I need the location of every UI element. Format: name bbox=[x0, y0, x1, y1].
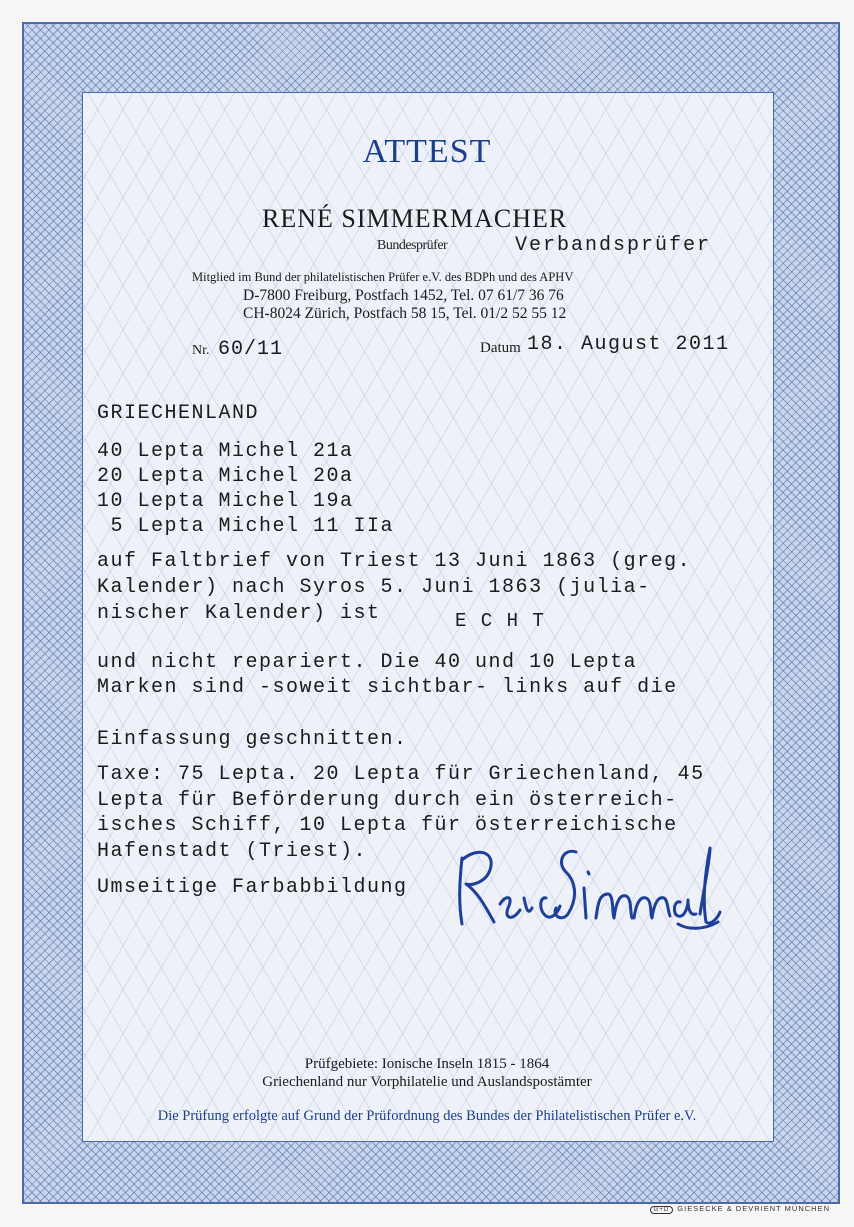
footer-examination-areas: Prüfgebiete: Ionische Inseln 1815 - 1864 bbox=[304, 1056, 550, 1072]
footer-scope: Griechenland nur Vorphilatelie und Auslandspostämter bbox=[262, 1074, 592, 1090]
signature-image bbox=[448, 838, 728, 938]
stamp-line: 10 Lepta Michel 19a bbox=[97, 490, 354, 513]
date-value: 18. August 2011 bbox=[527, 333, 730, 356]
paragraph-line: Marken sind -soweit sichtbar- links auf die bbox=[97, 676, 678, 699]
address-switzerland: CH-8024 Zürich, Postfach 58 15, Tel. 01/2 52 55 12 bbox=[243, 305, 567, 322]
paragraph-line: nischer Kalender) ist bbox=[97, 602, 381, 625]
examiner-name: RENÉ SIMMERMACHER bbox=[262, 204, 568, 233]
paragraph-line: Umseitige Farbabbildung bbox=[97, 876, 408, 899]
paragraph-line: Hafenstadt (Triest). bbox=[97, 840, 368, 863]
paragraph-line: Einfassung geschnitten. bbox=[97, 728, 408, 751]
certificate-title: ATTEST bbox=[362, 133, 492, 170]
examiner-role-overprinted: Bundesprüfer bbox=[377, 238, 448, 253]
paragraph-line: Taxe: 75 Lepta. 20 Lepta für Griechenland, 45 bbox=[97, 763, 705, 786]
paragraph-line: und nicht repariert. Die 40 und 10 Lepta bbox=[97, 651, 638, 674]
date-label: Datum bbox=[480, 340, 521, 356]
stamp-line: 20 Lepta Michel 20a bbox=[97, 465, 354, 488]
stamp-line: 5 Lepta Michel 11 IIa bbox=[97, 515, 395, 538]
stamp-line: 40 Lepta Michel 21a bbox=[97, 440, 354, 463]
paragraph-line: Lepta für Beförderung durch ein österreich- bbox=[97, 789, 678, 812]
examiner-role: Verbandsprüfer bbox=[515, 234, 712, 257]
country: GRIECHENLAND bbox=[97, 402, 260, 425]
paragraph-line: Kalender) nach Syros 5. Juni 1863 (julia- bbox=[97, 576, 651, 599]
verdict-echt: E C H T bbox=[455, 610, 546, 632]
number-value: 60/11 bbox=[218, 338, 284, 361]
printer-name: GIESECKE & DEVRIENT MÜNCHEN bbox=[677, 1204, 830, 1213]
number-label: Nr. bbox=[192, 343, 210, 358]
footer-regulation: Die Prüfung erfolgte auf Grund der Prüfordnung des Bundes der Philatelistischen Prüfer e.V. bbox=[157, 1108, 697, 1124]
printer-mark bbox=[650, 1204, 830, 1214]
gd-logo-icon: G+D bbox=[650, 1206, 674, 1214]
paragraph-line: isches Schiff, 10 Lepta für österreichische bbox=[97, 814, 678, 837]
address-germany: D-7800 Freiburg, Postfach 1452, Tel. 07 61/7 36 76 bbox=[243, 287, 564, 304]
paragraph-line: auf Faltbrief von Triest 13 Juni 1863 (greg. bbox=[97, 550, 692, 573]
membership-line: Mitglied im Bund der philatelistischen Prüfer e.V. des BDPh und des APHV bbox=[192, 270, 574, 284]
